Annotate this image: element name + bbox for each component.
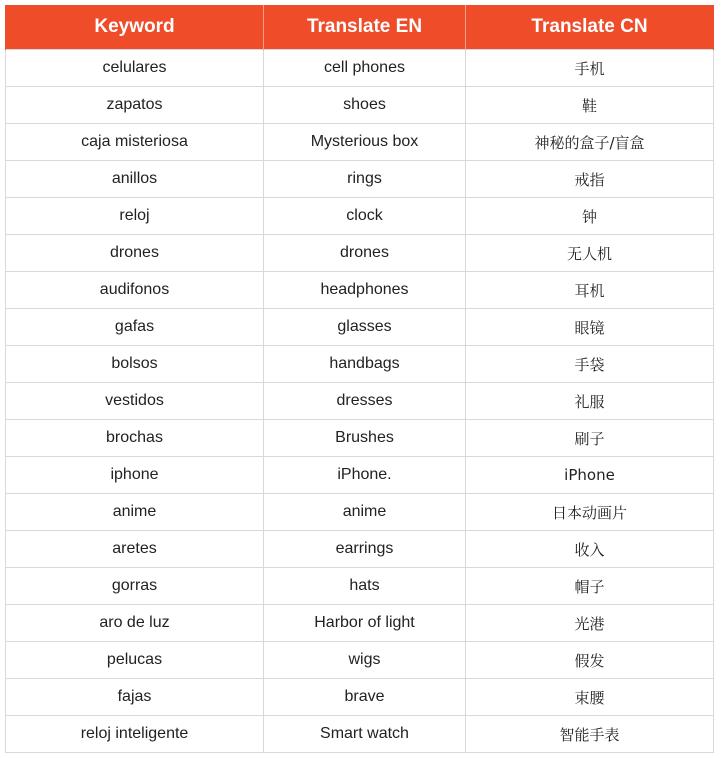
translate-cn-cell: 束腰 [466, 679, 714, 716]
table-row [6, 198, 714, 235]
keyword-cell: iphone [6, 457, 264, 494]
translate-cn-cell: 无人机 [466, 235, 714, 272]
table-body [6, 50, 714, 753]
table-row [6, 420, 714, 457]
translate-cn-cell: iPhone [466, 457, 714, 494]
translate-en-cell: earrings [264, 531, 466, 568]
keyword-cell: aro de luz [6, 605, 264, 642]
translate-en-cell: clock [264, 198, 466, 235]
table-header-row [6, 5, 714, 50]
translate-cn-cell: 钟 [466, 198, 714, 235]
table-row [6, 679, 714, 716]
translate-en-cell: Harbor of light [264, 605, 466, 642]
header-translate-cn: Translate CN [466, 5, 714, 50]
keyword-cell: anillos [6, 161, 264, 198]
keyword-cell: anime [6, 494, 264, 531]
translate-cn-cell: 假发 [466, 642, 714, 679]
keyword-cell: gorras [6, 568, 264, 605]
translate-en-cell: anime [264, 494, 466, 531]
table-row [6, 235, 714, 272]
keyword-cell: aretes [6, 531, 264, 568]
table-row [6, 568, 714, 605]
translate-cn-cell: 帽子 [466, 568, 714, 605]
translate-en-cell: handbags [264, 346, 466, 383]
table-row [6, 87, 714, 124]
table-row [6, 309, 714, 346]
translate-cn-cell: 刷子 [466, 420, 714, 457]
table-row [6, 124, 714, 161]
table-row [6, 161, 714, 198]
table-row [6, 383, 714, 420]
translate-cn-cell: 神秘的盒子/盲盒 [466, 124, 714, 161]
translate-en-cell: shoes [264, 87, 466, 124]
table-row [6, 457, 714, 494]
keyword-cell: gafas [6, 309, 264, 346]
translate-cn-cell: 光港 [466, 605, 714, 642]
table-row [6, 50, 714, 87]
translate-en-cell: cell phones [264, 50, 466, 87]
keyword-cell: reloj [6, 198, 264, 235]
translate-cn-cell: 手袋 [466, 346, 714, 383]
translate-en-cell: wigs [264, 642, 466, 679]
translate-cn-cell: 戒指 [466, 161, 714, 198]
keyword-cell: vestidos [6, 383, 264, 420]
keyword-cell: celulares [6, 50, 264, 87]
table-row [6, 531, 714, 568]
keyword-translation-table-container [5, 5, 714, 753]
keyword-cell: drones [6, 235, 264, 272]
translate-en-cell: glasses [264, 309, 466, 346]
keyword-cell: caja misteriosa [6, 124, 264, 161]
table-row [6, 494, 714, 531]
keyword-cell: zapatos [6, 87, 264, 124]
translate-en-cell: dresses [264, 383, 466, 420]
translate-en-cell: hats [264, 568, 466, 605]
translate-cn-cell: 日本动画片 [466, 494, 714, 531]
table-row [6, 642, 714, 679]
translate-en-cell: drones [264, 235, 466, 272]
translate-cn-cell: 耳机 [466, 272, 714, 309]
translate-cn-cell: 眼镜 [466, 309, 714, 346]
keyword-cell: pelucas [6, 642, 264, 679]
keyword-cell: brochas [6, 420, 264, 457]
translate-en-cell: Smart watch [264, 716, 466, 753]
keyword-cell: bolsos [6, 346, 264, 383]
table-row [6, 716, 714, 753]
translate-en-cell: rings [264, 161, 466, 198]
table-row [6, 605, 714, 642]
translate-en-cell: headphones [264, 272, 466, 309]
translate-en-cell: Mysterious box [264, 124, 466, 161]
translate-cn-cell: 手机 [466, 50, 714, 87]
table-row [6, 272, 714, 309]
translate-cn-cell: 鞋 [466, 87, 714, 124]
table-row [6, 346, 714, 383]
translate-cn-cell: 收入 [466, 531, 714, 568]
translate-en-cell: Brushes [264, 420, 466, 457]
translate-en-cell: brave [264, 679, 466, 716]
translate-en-cell: iPhone. [264, 457, 466, 494]
keyword-cell: audifonos [6, 272, 264, 309]
keyword-cell: reloj inteligente [6, 716, 264, 753]
header-keyword: Keyword [6, 5, 264, 50]
header-translate-en: Translate EN [264, 5, 466, 50]
translate-cn-cell: 智能手表 [466, 716, 714, 753]
keyword-translation-table [5, 5, 714, 753]
keyword-cell: fajas [6, 679, 264, 716]
translate-cn-cell: 礼服 [466, 383, 714, 420]
